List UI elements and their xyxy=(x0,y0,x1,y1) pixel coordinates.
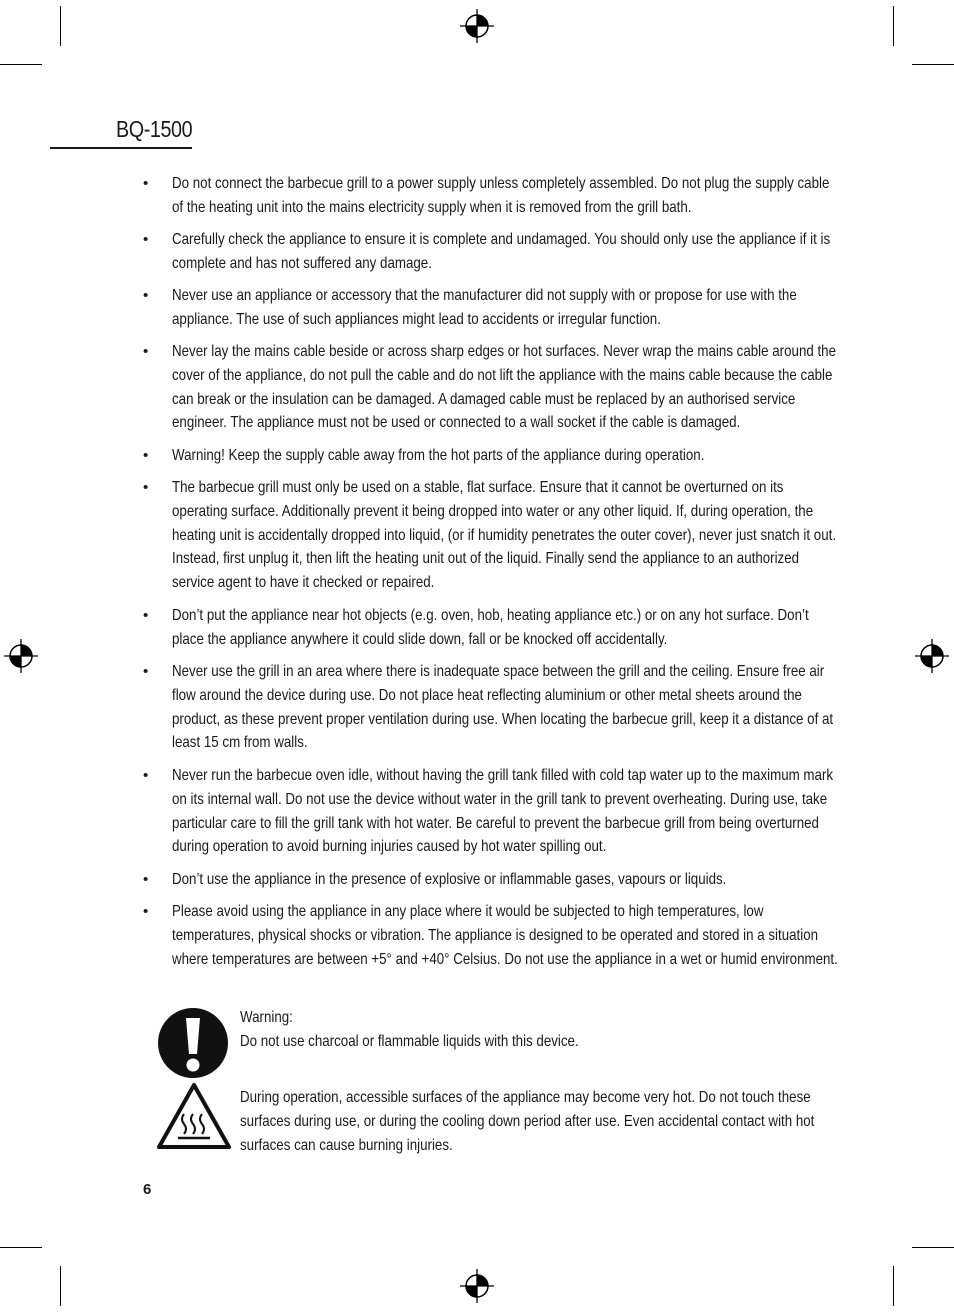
list-item xyxy=(140,900,840,996)
list-item xyxy=(140,660,840,756)
instruction-text: Never run the barbecue oven idle, without having the grill tank filled with cold tap water up to the maximum mark on its internal wall. Do not use the device without water in the grill tank to prevent overheating. During use, take particular care to fill the grill tank with hot water. Be careful to prevent the barbecue grill from being overturned during operation to avoid burning injuries caused by hot water spilling out. xyxy=(172,767,834,856)
list-item xyxy=(140,340,840,436)
warning-heading: Warning: xyxy=(240,1009,293,1026)
list-item xyxy=(140,284,840,332)
crop-mark xyxy=(60,6,61,46)
crop-mark xyxy=(60,1266,61,1306)
bullet-marker: • xyxy=(143,479,149,496)
list-item xyxy=(140,868,840,892)
crop-mark xyxy=(912,1247,954,1248)
bullet-marker: • xyxy=(143,287,149,304)
bullet-marker: • xyxy=(143,767,149,784)
bullet-marker: • xyxy=(143,663,149,680)
instruction-text: Don’t put the appliance near hot objects (e.g. oven, hob, heating appliance etc.) or on any hot surface. Don’t place the appliance anywhere it could slide down, fall or be knocked off accidentally. xyxy=(172,607,809,648)
registration-mark-icon xyxy=(915,639,949,673)
instruction-text: The barbecue grill must only be used on a stable, flat surface. Ensure that it cannot be overturned on its operating surface. Additionally prevent it being dropped into water or any other liquid. If, during operation, the heating unit is accidentally dropped into liquid, (or if humidity penetrates the outer cover), never just snatch it out. Instead, first unplug it, then lift the heating unit out of the liquid. Finally send the appliance to an authorized service agent to have it checked or repaired. xyxy=(172,479,837,592)
instruction-text: Never lay the mains cable beside or across sharp edges or hot surfaces. Never wrap the mains cable around the cover of the appliance, do not pull the cable and do not lift the appliance with the mains cable because the cable can break or the insulation can be damaged. A damaged cable must be replaced by an authorised service engineer. The appliance must not be used or connected to a wall socket if the cable is damaged. xyxy=(172,343,837,432)
instruction-text: Do not connect the barbecue grill to a power supply unless completely assembled. Do not plug the supply cable of the heating unit into the mains electricity supply when it is removed from the grill bath. xyxy=(172,175,830,216)
bullet-marker: • xyxy=(143,871,149,888)
registration-mark-icon xyxy=(4,639,38,673)
list-item xyxy=(140,476,840,596)
list-item xyxy=(140,604,840,652)
list-item xyxy=(140,764,840,860)
page-number: 6 xyxy=(143,1181,152,1198)
list-item xyxy=(140,228,840,276)
crop-mark xyxy=(0,1247,42,1248)
exclamation-icon xyxy=(156,1006,230,1080)
bullet-marker: • xyxy=(143,447,149,464)
title-underline xyxy=(50,147,192,149)
instruction-text: Warning! Keep the supply cable away from the hot parts of the appliance during operation. xyxy=(172,447,705,464)
charcoal-warning-text: Do not use charcoal or flammable liquids with this device. xyxy=(240,1033,579,1050)
bullet-marker: • xyxy=(143,903,149,920)
crop-mark xyxy=(912,64,954,65)
registration-mark-icon xyxy=(460,9,494,43)
safety-instructions-list xyxy=(140,172,840,1004)
model-title: BQ-1500 xyxy=(116,116,193,142)
registration-mark-icon xyxy=(460,1269,494,1303)
instruction-text: Never use an appliance or accessory that the manufacturer did not supply with or propose for use with the appliance. The use of such appliances might lead to accidents or irregular function. xyxy=(172,287,797,328)
hot-surface-icon xyxy=(156,1082,232,1150)
bullet-marker: • xyxy=(143,231,149,248)
instruction-text: Please avoid using the appliance in any place where it would be subjected to high temperatures, low temperatures, physical shocks or vibration. The appliance is designed to be operated and stored in a situation where temperatures are between +5° and +40° Celsius. Do not use the appliance in a wet or humid environment. xyxy=(172,903,838,968)
instruction-text: Don’t use the appliance in the presence of explosive or inflammable gases, vapours or liquids. xyxy=(172,871,727,888)
bullet-marker: • xyxy=(143,343,149,360)
instruction-text: Carefully check the appliance to ensure it is complete and undamaged. You should only use the appliance if it is complete and has not suffered any damage. xyxy=(172,231,831,272)
list-item xyxy=(140,444,840,468)
bullet-marker: • xyxy=(143,607,149,624)
list-item xyxy=(140,172,840,220)
crop-mark xyxy=(0,64,42,65)
instruction-text: Never use the grill in an area where there is inadequate space between the grill and the ceiling. Ensure free air flow around the device during use. Do not place heat reflecting aluminium or other metal sheets around the product, as these prevent proper ventilation during use. When locating the barbecue grill, keep it a distance of at least 15 cm from walls. xyxy=(172,663,834,752)
crop-mark xyxy=(893,1266,894,1306)
bullet-marker: • xyxy=(143,175,149,192)
crop-mark xyxy=(893,6,894,46)
hot-surface-warning-text: During operation, accessible surfaces of the appliance may become very hot. Do not touch these surfaces during use, or during the cooling down period after use. Even accidental contact with hot surfaces can cause burning injuries. xyxy=(240,1089,815,1154)
